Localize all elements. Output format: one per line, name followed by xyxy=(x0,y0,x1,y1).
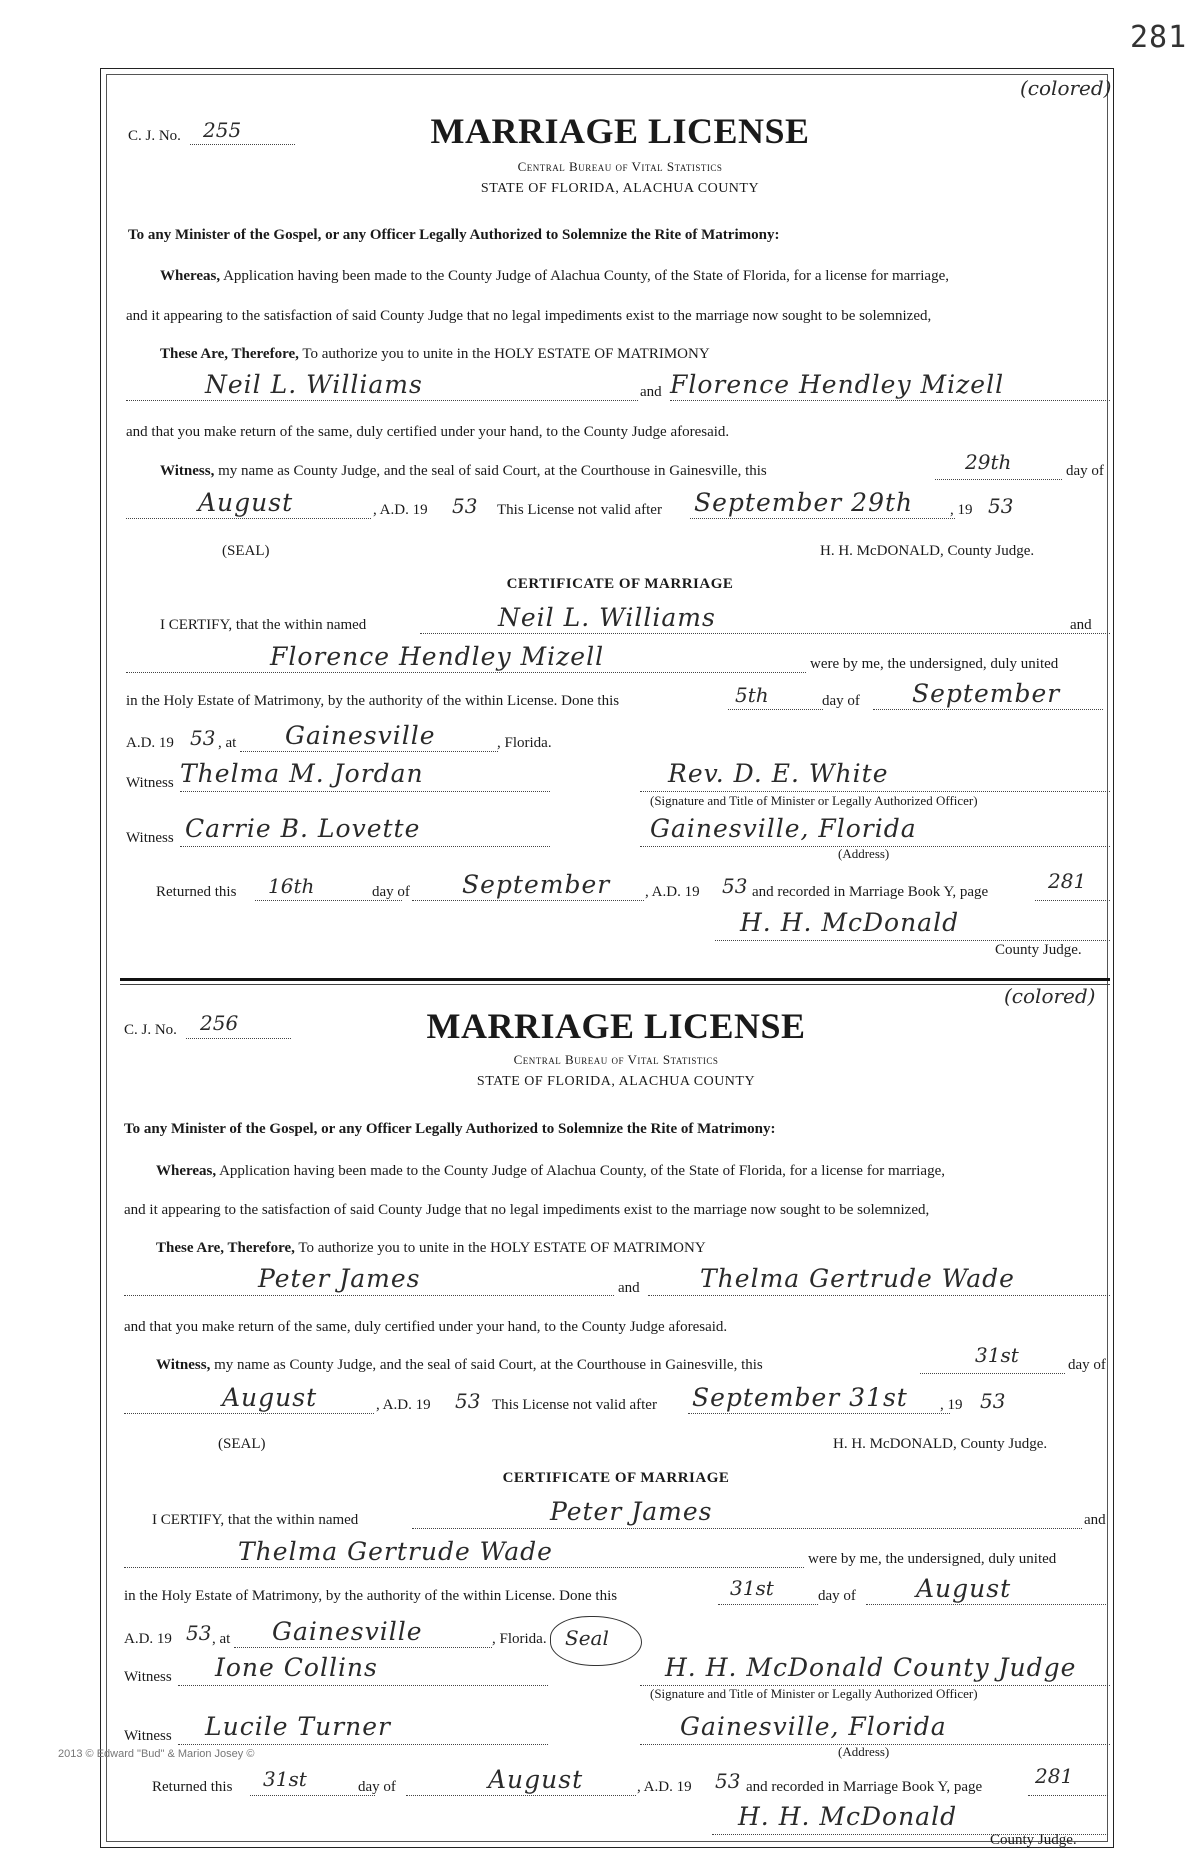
at-label: , at xyxy=(212,1631,231,1647)
license-divider xyxy=(120,978,1110,981)
returned-year: 53 xyxy=(722,874,748,898)
done-month: August xyxy=(916,1574,1012,1603)
recorded-label: and recorded in Marriage Book Y, page xyxy=(752,884,989,900)
florida-label: , Florida. xyxy=(497,735,552,751)
appearing-line: and it appearing to the satisfaction of said County Judge that no legal impediments exist to the marriage now sought to be solemnized, xyxy=(124,1202,930,1218)
license-title: MARRIAGE LICENSE xyxy=(426,1006,806,1046)
bureau-subtitle: Central Bureau of Vital Statistics xyxy=(513,1052,719,1067)
returned-year: 53 xyxy=(715,1769,741,1793)
cert-bride-name: Thelma Gertrude Wade xyxy=(238,1537,553,1566)
witness2-name: Lucile Turner xyxy=(205,1712,392,1741)
whereas-line: Whereas, Application having been made to the County Judge of Alachua County, of the State of Florida, for a license for marriage, xyxy=(160,268,949,284)
valid-year: 53 xyxy=(980,1389,1006,1413)
these-are-line: These Are, Therefore, To authorize you to unite in the HOLY ESTATE OF MATRIMONY xyxy=(156,1240,706,1256)
witness1-label: Witness xyxy=(126,775,174,791)
seal-handwritten-note: Seal xyxy=(565,1626,609,1650)
witness-month: August xyxy=(198,488,294,517)
officiant-address: Gainesville, Florida xyxy=(680,1712,947,1741)
not-valid-label: This License not valid after xyxy=(497,502,662,518)
comma-19-label: , 19 xyxy=(950,502,973,518)
returned-day: 31st xyxy=(263,1767,307,1791)
cert-place: Gainesville xyxy=(285,721,436,750)
cert-bride-name: Florence Hendley Mizell xyxy=(270,642,605,671)
returned-day: 16th xyxy=(268,874,315,898)
cert-groom-name: Peter James xyxy=(550,1497,713,1526)
cert-groom-name: Neil L. Williams xyxy=(498,603,716,632)
signature-caption: (Signature and Title of Minister or Legally Authorized Officer) xyxy=(650,793,978,808)
and-label: and xyxy=(618,1280,640,1296)
these-are-line: These Are, Therefore, To authorize you to unite in the HOLY ESTATE OF MATRIMONY xyxy=(160,346,710,362)
address-caption: (Address) xyxy=(838,846,890,861)
returned-day-of: day of xyxy=(358,1779,396,1795)
county-judge-label: County Judge. xyxy=(995,942,1082,958)
cert-place: Gainesville xyxy=(272,1617,423,1646)
judge-signature: H. H. McDonald xyxy=(738,1802,958,1831)
seal-label: (SEAL) xyxy=(222,543,270,559)
license-divider-thin xyxy=(120,984,1110,985)
address-caption: (Address) xyxy=(838,1744,890,1759)
recorded-page: 281 xyxy=(1048,869,1087,893)
address-line: To any Minister of the Gospel, or any Officer Legally Authorized to Solemnize the Rite of Matrimony: xyxy=(124,1121,776,1137)
state-subtitle: STATE OF FLORIDA, ALACHUA COUNTY xyxy=(476,1074,756,1089)
at-label: , at xyxy=(218,735,237,751)
valid-year: 53 xyxy=(988,494,1014,518)
valid-after-date: September 31st xyxy=(692,1383,908,1412)
witness2-label: Witness xyxy=(126,830,174,846)
returned-month: September xyxy=(462,870,611,899)
not-valid-label: This License not valid after xyxy=(492,1397,657,1413)
done-year: 53 xyxy=(190,726,216,750)
witness1-label: Witness xyxy=(124,1669,172,1685)
day-of-label: day of xyxy=(1066,463,1104,479)
witness-month: August xyxy=(222,1383,318,1412)
done-day-of-label: day of xyxy=(818,1588,856,1604)
certificate-title: CERTIFICATE OF MARRIAGE xyxy=(502,1470,730,1486)
bride-name: Thelma Gertrude Wade xyxy=(700,1264,1015,1293)
returned-ad: , A.D. 19 xyxy=(637,1779,692,1795)
returned-ad: , A.D. 19 xyxy=(645,884,700,900)
cert-and-label: and xyxy=(1070,617,1092,633)
cj-no-value: 256 xyxy=(200,1011,239,1035)
copyright-watermark: 2013 © Edward "Bud" & Marion Josey © xyxy=(58,1748,255,1760)
ad-label: , A.D. 19 xyxy=(376,1397,431,1413)
bureau-subtitle: Central Bureau of Vital Statistics xyxy=(517,159,723,174)
returned-month: August xyxy=(488,1765,584,1794)
page-number: 281 xyxy=(1130,20,1188,55)
officiant-signature: H. H. McDonald County Judge xyxy=(665,1653,1077,1682)
witness-year: 53 xyxy=(452,494,478,518)
done-day: 5th xyxy=(735,683,769,707)
bride-name: Florence Hendley Mizell xyxy=(670,370,1005,399)
appearing-line: and it appearing to the satisfaction of said County Judge that no legal impediments exist to the marriage now sought to be solemnized, xyxy=(126,308,932,324)
holy-estate-label: in the Holy Estate of Matrimony, by the authority of the within License. Done this xyxy=(126,693,620,709)
day-of-label: day of xyxy=(1068,1357,1106,1373)
witness2-name: Carrie B. Lovette xyxy=(185,814,421,843)
comma-19-label: , 19 xyxy=(940,1397,963,1413)
state-subtitle: STATE OF FLORIDA, ALACHUA COUNTY xyxy=(480,181,760,196)
witness-day: 31st xyxy=(975,1343,1019,1367)
officiant-address: Gainesville, Florida xyxy=(650,814,917,843)
signature-caption: (Signature and Title of Minister or Legally Authorized Officer) xyxy=(650,1686,978,1701)
were-by-me-label: were by me, the undersigned, duly united xyxy=(810,656,1059,672)
done-month: September xyxy=(912,679,1061,708)
witness-judge-line: Witness, my name as County Judge, and the seal of said Court, at the Courthouse in Gainesville, this xyxy=(156,1357,763,1373)
judge-label: H. H. McDONALD, County Judge. xyxy=(820,543,1035,559)
ad-at-line: A.D. 19 xyxy=(126,735,174,751)
were-by-me-label: were by me, the undersigned, duly united xyxy=(808,1551,1057,1567)
officiant-signature: Rev. D. E. White xyxy=(668,759,889,788)
certificate-title: CERTIFICATE OF MARRIAGE xyxy=(506,576,734,592)
florida-label: , Florida. xyxy=(492,1631,547,1647)
groom-name: Peter James xyxy=(258,1264,421,1293)
returned-label: Returned this xyxy=(156,884,237,900)
witness1-name: Ione Collins xyxy=(215,1653,378,1682)
license-title: MARRIAGE LICENSE xyxy=(430,111,810,151)
county-judge-label: County Judge. xyxy=(990,1832,1077,1848)
returned-day-of: day of xyxy=(372,884,410,900)
groom-name: Neil L. Williams xyxy=(205,370,423,399)
return-line: and that you make return of the same, duly certified under your hand, to the County Judge aforesaid. xyxy=(124,1319,728,1335)
ad-label: , A.D. 19 xyxy=(373,502,428,518)
and-label: and xyxy=(640,384,662,400)
judge-signature: H. H. McDonald xyxy=(740,908,960,937)
seal-label: (SEAL) xyxy=(218,1436,266,1452)
cj-no-value: 255 xyxy=(203,118,242,142)
address-line: To any Minister of the Gospel, or any Officer Legally Authorized to Solemnize the Rite of Matrimony: xyxy=(128,227,780,243)
colored-note: (colored) xyxy=(1020,76,1112,100)
returned-label: Returned this xyxy=(152,1779,233,1795)
witness2-label: Witness xyxy=(124,1728,172,1744)
cj-no-label: C. J. No. xyxy=(124,1022,177,1038)
valid-after-date: September 29th xyxy=(694,488,914,517)
witness-year: 53 xyxy=(455,1389,481,1413)
certify-label: I CERTIFY, that the within named xyxy=(152,1512,359,1528)
witness1-name: Thelma M. Jordan xyxy=(180,759,424,788)
holy-estate-label: in the Holy Estate of Matrimony, by the authority of the within License. Done this xyxy=(124,1588,618,1604)
witness-day: 29th xyxy=(965,450,1012,474)
colored-note: (colored) xyxy=(1004,984,1096,1008)
certify-label: I CERTIFY, that the within named xyxy=(160,617,367,633)
cert-and-label: and xyxy=(1084,1512,1106,1528)
done-day: 31st xyxy=(730,1576,774,1600)
done-day-of-label: day of xyxy=(822,693,860,709)
cj-no-label: C. J. No. xyxy=(128,128,181,144)
recorded-page: 281 xyxy=(1035,1764,1074,1788)
ad-at-line: A.D. 19 xyxy=(124,1631,172,1647)
witness-judge-line: Witness, my name as County Judge, and the seal of said Court, at the Courthouse in Gainesville, this xyxy=(160,463,767,479)
done-year: 53 xyxy=(186,1621,212,1645)
judge-label: H. H. McDONALD, County Judge. xyxy=(833,1436,1048,1452)
whereas-line: Whereas, Application having been made to the County Judge of Alachua County, of the State of Florida, for a license for marriage, xyxy=(156,1163,945,1179)
return-line: and that you make return of the same, duly certified under your hand, to the County Judge aforesaid. xyxy=(126,424,730,440)
recorded-label: and recorded in Marriage Book Y, page xyxy=(746,1779,983,1795)
